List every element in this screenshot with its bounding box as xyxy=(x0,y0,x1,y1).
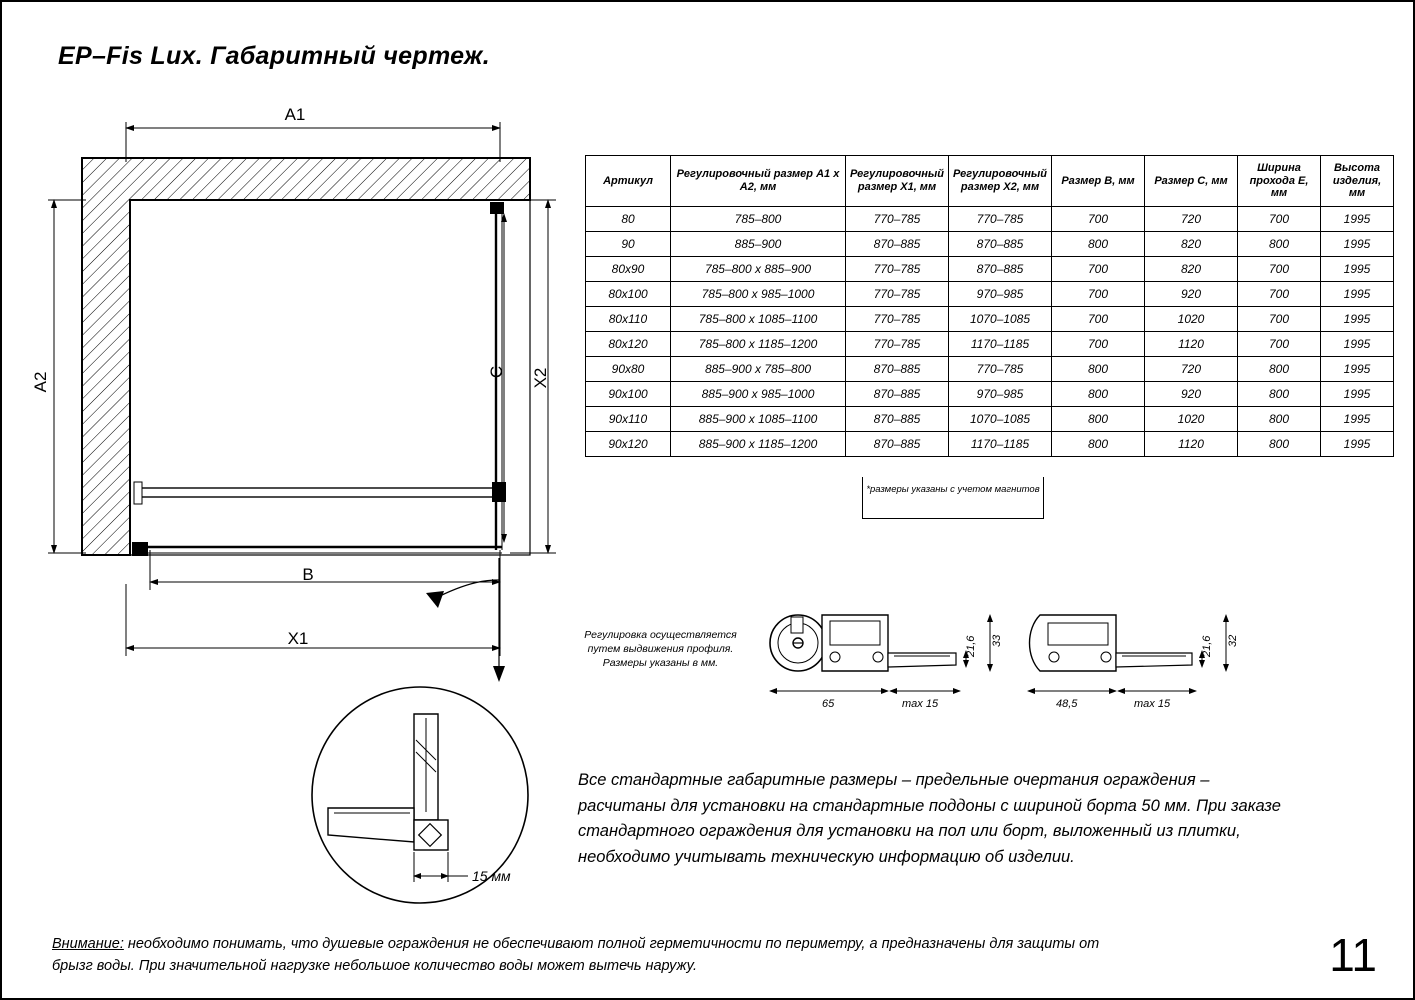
table-cell: 800 xyxy=(1052,431,1145,456)
spec-table xyxy=(585,155,1394,457)
table-cell: 800 xyxy=(1238,406,1321,431)
table-cell: 1995 xyxy=(1321,231,1394,256)
table-cell: 770–785 xyxy=(846,281,949,306)
attention-label: Внимание: xyxy=(52,936,124,952)
table-cell: 885–900 х 985–1000 xyxy=(671,381,846,406)
table-cell: 80х110 xyxy=(586,306,671,331)
table-cell: 800 xyxy=(1052,231,1145,256)
table-cell: 785–800 х 985–1000 xyxy=(671,281,846,306)
col-height: Высота изделия, мм xyxy=(1321,156,1394,207)
col-e: Ширина прохода E, мм xyxy=(1238,156,1321,207)
table-cell: 885–900 xyxy=(671,231,846,256)
table-cell: 720 xyxy=(1145,356,1238,381)
svg-text:X2: X2 xyxy=(531,367,550,389)
table-cell: 970–985 xyxy=(949,281,1052,306)
table-cell: 870–885 xyxy=(846,381,949,406)
table-cell: 870–885 xyxy=(949,256,1052,281)
table-cell: 700 xyxy=(1238,206,1321,231)
table-cell: 800 xyxy=(1238,431,1321,456)
table-cell: 720 xyxy=(1145,206,1238,231)
table-cell: 80х100 xyxy=(586,281,671,306)
adjust-note: Регулировка осуществляется путем выдвижения профиля. Размеры указаны в мм. xyxy=(584,629,737,670)
table-cell: 885–900 х 1085–1100 xyxy=(671,406,846,431)
table-footnote: *размеры указаны с учетом магнитов xyxy=(862,477,1044,519)
detail-dimension-label: 15 мм xyxy=(472,868,511,884)
table-cell: 885–900 х 785–800 xyxy=(671,356,846,381)
svg-text:max 15: max 15 xyxy=(902,698,939,710)
table-cell: 770–785 xyxy=(846,206,949,231)
table-cell: 785–800 х 1085–1100 xyxy=(671,306,846,331)
table-row xyxy=(586,306,1394,331)
profile-section-left xyxy=(760,605,1010,715)
table-cell: 1120 xyxy=(1145,331,1238,356)
svg-text:max 15: max 15 xyxy=(1134,698,1171,710)
col-x1: Регулировочный размер X1, мм xyxy=(846,156,949,207)
table-cell: 800 xyxy=(1238,381,1321,406)
col-c: Размер C, мм xyxy=(1145,156,1238,207)
table-cell: 1170–1185 xyxy=(949,431,1052,456)
table-cell: 770–785 xyxy=(949,356,1052,381)
table-cell: 700 xyxy=(1052,281,1145,306)
table-cell: 700 xyxy=(1052,256,1145,281)
table-cell: 870–885 xyxy=(846,231,949,256)
page-number: 11 xyxy=(1329,929,1377,981)
table-row xyxy=(586,281,1394,306)
table-cell: 800 xyxy=(1238,356,1321,381)
table-cell: 870–885 xyxy=(949,231,1052,256)
table-cell: 700 xyxy=(1052,306,1145,331)
table-cell: 1995 xyxy=(1321,406,1394,431)
table-cell: 1020 xyxy=(1145,406,1238,431)
table-row xyxy=(586,331,1394,356)
table-cell: 920 xyxy=(1145,381,1238,406)
table-cell: 970–985 xyxy=(949,381,1052,406)
attention-text: необходимо понимать, что душевые ограждения не обеспечивают полной герметичности по периметру, а предназначены для защиты от брызг воды. При значительной нагрузке небольшое количество воды может вытечь наружу. xyxy=(52,936,1100,974)
table-body xyxy=(586,206,1394,456)
svg-text:A2: A2 xyxy=(31,371,50,393)
svg-text:X1: X1 xyxy=(287,629,309,648)
table-cell: 1995 xyxy=(1321,256,1394,281)
table-cell: 800 xyxy=(1052,381,1145,406)
table-cell: 1995 xyxy=(1321,381,1394,406)
table-cell: 1995 xyxy=(1321,331,1394,356)
svg-text:32: 32 xyxy=(1227,634,1239,647)
table-cell: 1995 xyxy=(1321,281,1394,306)
table-row xyxy=(586,381,1394,406)
table-cell: 1995 xyxy=(1321,306,1394,331)
table-cell: 785–800 х 1185–1200 xyxy=(671,331,846,356)
table-cell: 1120 xyxy=(1145,431,1238,456)
svg-text:A1: A1 xyxy=(284,105,306,124)
table-cell: 90х110 xyxy=(586,406,671,431)
table-header-row xyxy=(586,156,1394,207)
table-cell: 700 xyxy=(1052,206,1145,231)
table-cell: 90х80 xyxy=(586,356,671,381)
table-row xyxy=(586,356,1394,381)
detail-callout xyxy=(310,680,570,930)
table-cell: 770–785 xyxy=(949,206,1052,231)
svg-text:B: B xyxy=(302,565,314,584)
table-cell: 800 xyxy=(1052,406,1145,431)
table-cell: 820 xyxy=(1145,256,1238,281)
col-b: Размер B, мм xyxy=(1052,156,1145,207)
table-cell: 90х100 xyxy=(586,381,671,406)
table-cell: 700 xyxy=(1238,256,1321,281)
table-cell: 90х120 xyxy=(586,431,671,456)
svg-text:C: C xyxy=(487,365,506,379)
table-cell: 885–900 х 1185–1200 xyxy=(671,431,846,456)
table-cell: 770–785 xyxy=(846,306,949,331)
table-cell: 1070–1085 xyxy=(949,306,1052,331)
table-cell: 80х90 xyxy=(586,256,671,281)
table-cell: 800 xyxy=(1238,231,1321,256)
col-a1a2: Регулировочный размер A1 x A2, мм xyxy=(671,156,846,207)
table-cell: 1070–1085 xyxy=(949,406,1052,431)
col-x2: Регулировочный размер X2, мм xyxy=(949,156,1052,207)
table-cell: 770–785 xyxy=(846,256,949,281)
page-title: EP–Fis Lux. Габаритный чертеж. xyxy=(58,42,490,70)
table-cell: 870–885 xyxy=(846,356,949,381)
table-cell: 800 xyxy=(1052,356,1145,381)
table-cell: 80 xyxy=(586,206,671,231)
table-cell: 1995 xyxy=(1321,356,1394,381)
table-row xyxy=(586,406,1394,431)
svg-text:21,6: 21,6 xyxy=(965,635,977,657)
table-cell: 785–800 х 885–900 xyxy=(671,256,846,281)
table-cell: 870–885 xyxy=(846,406,949,431)
table-cell: 1995 xyxy=(1321,206,1394,231)
table-cell: 920 xyxy=(1145,281,1238,306)
table-cell: 820 xyxy=(1145,231,1238,256)
table-cell: 80х120 xyxy=(586,331,671,356)
profile-section-right xyxy=(1020,605,1250,715)
svg-text:65: 65 xyxy=(822,698,835,710)
table-cell: 1170–1185 xyxy=(949,331,1052,356)
table-cell: 700 xyxy=(1238,281,1321,306)
bottom-note: Все стандартные габаритные размеры – предельные очертания ограждения – расчитаны для установки на стандартные поддоны с шириной борта 50 мм. При заказе стандартного ограждения для установки на пол или борт, выложенный из плитки, необходимо учитывать техническую информацию об изделии. xyxy=(578,771,1281,866)
table-cell: 1995 xyxy=(1321,431,1394,456)
table-cell: 700 xyxy=(1052,331,1145,356)
table-cell: 700 xyxy=(1238,331,1321,356)
plan-drawing xyxy=(31,105,560,690)
svg-text:21,6: 21,6 xyxy=(1201,635,1213,657)
table-cell: 770–785 xyxy=(846,331,949,356)
table-row xyxy=(586,206,1394,231)
table-row xyxy=(586,231,1394,256)
attention-note xyxy=(52,934,1122,978)
table-cell: 700 xyxy=(1238,306,1321,331)
col-article: Артикул xyxy=(586,156,671,207)
table-row xyxy=(586,256,1394,281)
svg-text:48,5: 48,5 xyxy=(1056,698,1078,710)
table-cell: 1020 xyxy=(1145,306,1238,331)
table-cell: 785–800 xyxy=(671,206,846,231)
table-cell: 90 xyxy=(586,231,671,256)
svg-text:33: 33 xyxy=(991,634,1003,647)
table-cell: 870–885 xyxy=(846,431,949,456)
table-row xyxy=(586,431,1394,456)
